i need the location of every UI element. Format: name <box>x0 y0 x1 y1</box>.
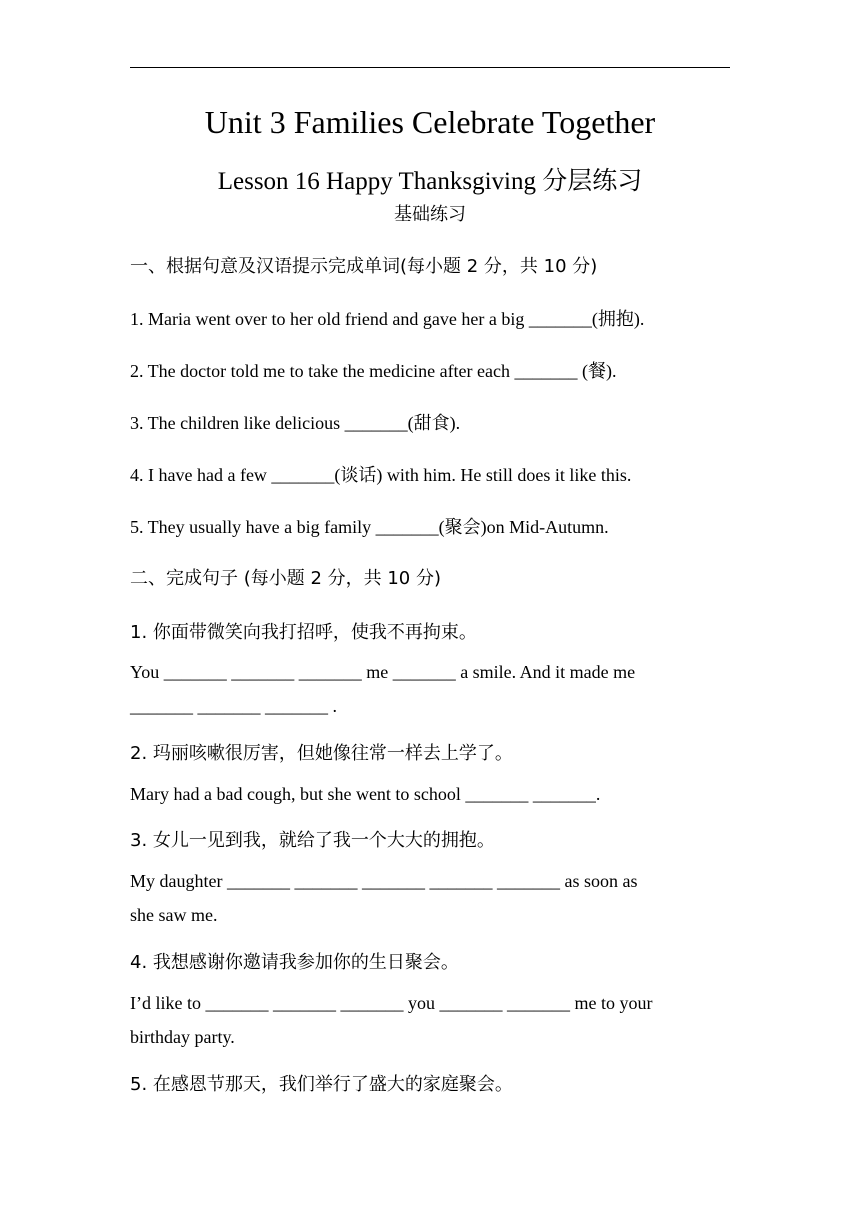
section2-item-2-answer-line-1: Mary had a bad cough, but she went to school _______ _______. <box>130 784 601 804</box>
section2-item-3-answer-line-1: My daughter _______ _______ _______ _______ _______ as soon as <box>130 871 638 891</box>
header-rule <box>130 67 730 68</box>
section2-item-2-prompt: 2. 玛丽咳嗽很厉害，但她像往常一样去上学了。 <box>130 743 513 764</box>
section1-heading: 一、根据句意及汉语提示完成单词(每小题 2 分，共 10 分) <box>130 256 598 277</box>
section2-heading: 二、完成句子 (每小题 2 分，共 10 分) <box>130 568 442 589</box>
section1-item-3: 3. The children like delicious _______(甜食). <box>130 413 461 433</box>
lesson-title: Lesson 16 Happy Thanksgiving 分层练习 <box>217 168 643 195</box>
section2-item-3-prompt: 3. 女儿一见到我，就给了我一个大大的拥抱。 <box>130 830 495 851</box>
level-title: 基础练习 <box>394 204 466 225</box>
section2-item-4-answer-line-1: I’d like to _______ _______ _______ you _______ _______ me to your <box>130 993 653 1013</box>
section2-item-1-prompt: 1. 你面带微笑向我打招呼，使我不再拘束。 <box>130 622 477 643</box>
section2-item-1-answer-line-2: _______ _______ _______ . <box>130 696 337 716</box>
unit-title: Unit 3 Families Celebrate Together <box>204 104 656 140</box>
section1-item-2: 2. The doctor told me to take the medicine after each _______ (餐). <box>130 361 617 381</box>
section2-item-1-answer-line-1: You _______ _______ _______ me _______ a smile. And it made me <box>130 662 636 682</box>
section2-item-5-prompt: 5. 在感恩节那天，我们举行了盛大的家庭聚会。 <box>130 1074 513 1095</box>
section1-item-4: 4. I have had a few _______(谈话) with him. He still does it like this. <box>130 465 632 485</box>
section1-item-1: 1. Maria went over to her old friend and gave her a big _______(拥抱). <box>130 309 645 329</box>
section2-item-3-answer-line-2: she saw me. <box>130 905 218 925</box>
section2-item-4-answer-line-2: birthday party. <box>130 1027 235 1047</box>
section2-item-4-prompt: 4. 我想感谢你邀请我参加你的生日聚会。 <box>130 952 459 973</box>
section1-item-5: 5. They usually have a big family _______(聚会)on Mid-Autumn. <box>130 517 609 537</box>
